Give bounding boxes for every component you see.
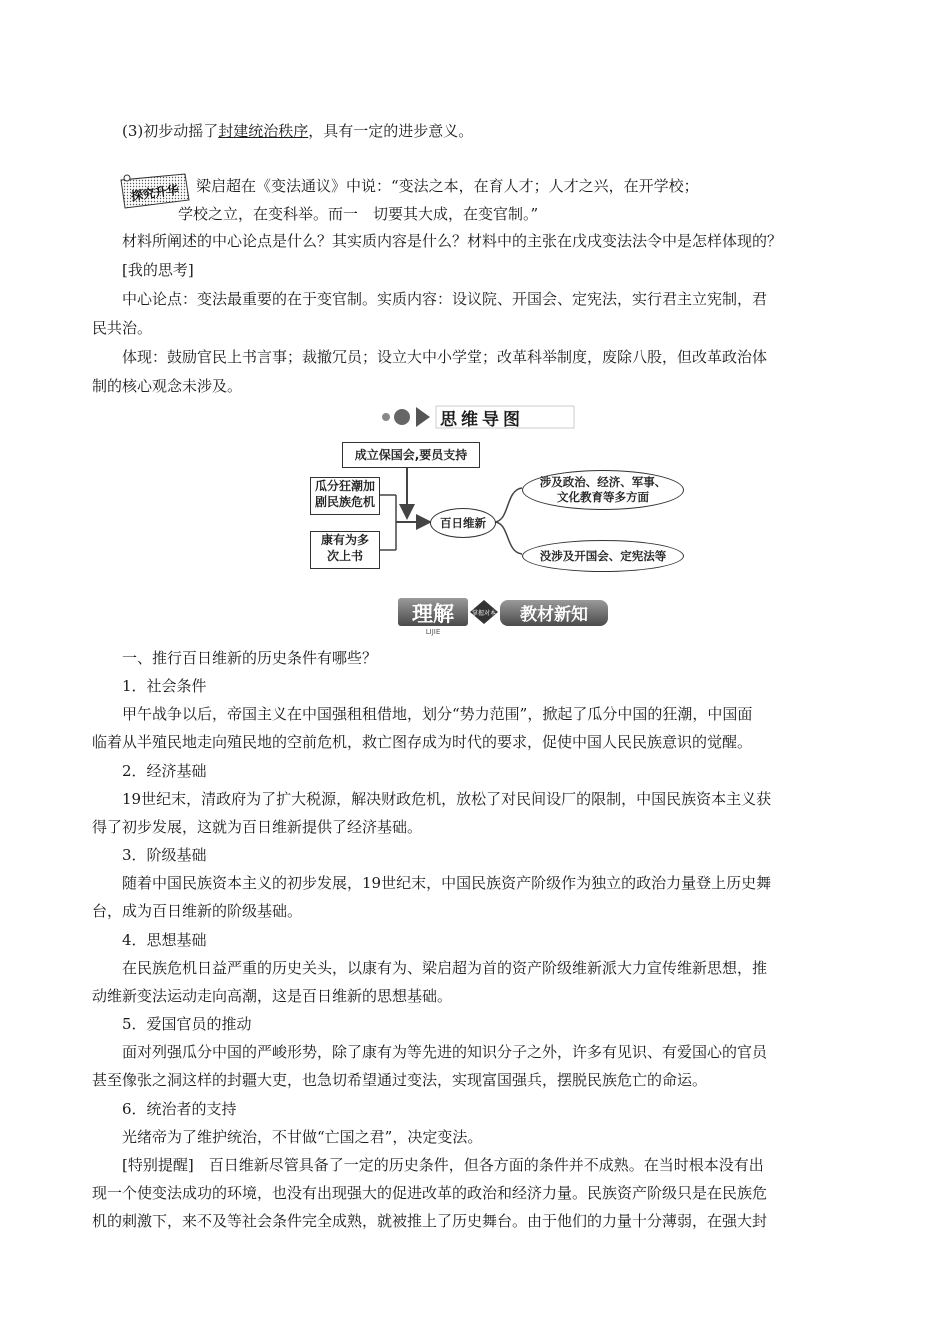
answer1-line2: 民共治。 bbox=[92, 319, 153, 337]
s2-line1: 19世纪末，清政府为了扩大税源，解决财政危机，放松了对民间设厂的限制，中国民族资本主义获 bbox=[122, 790, 772, 808]
s4-title: 4．思想基础 bbox=[122, 931, 207, 949]
tip-line3: 机的刺激下，来不及等社会条件完全成熟，就被推上了历史舞台。由于他们的力量十分薄弱，在强大封 bbox=[92, 1212, 768, 1230]
s3-line1: 随着中国民族资本主义的初步发展，19世纪末，中国民族资产阶级作为独立的政治力量登上历史舞 bbox=[122, 874, 772, 892]
mindmap-diagram bbox=[300, 440, 700, 575]
left-box2-line2: 次上书 bbox=[326, 549, 363, 563]
tanjiu-badge-label: 探究升华 bbox=[130, 182, 180, 204]
s3-line2: 台，成为百日维新的阶级基础。 bbox=[92, 902, 303, 920]
point3-suffix: ，具有一定的进步意义。 bbox=[308, 122, 474, 140]
right1-line2: 文化教育等多方面 bbox=[557, 490, 649, 504]
s1-title: 1．社会条件 bbox=[122, 677, 207, 695]
s4-line1: 在民族危机日益严重的历史关头，以康有为、梁启超为首的资产阶级维新派大力宣传维新思想，推 bbox=[122, 959, 768, 977]
tip-line1: [特别提醒] 百日维新尽管具备了一定的历史条件，但各方面的条件并不成熟。在当时根本没有出 bbox=[122, 1156, 764, 1174]
lijie-small: 掌握对本 bbox=[471, 610, 497, 617]
s2-title: 2．经济基础 bbox=[122, 762, 207, 780]
s1-line2: 临着从半殖民地走向殖民地的空前危机，救亡图存成为时代的要求，促使中国人民民族意识的觉醒。 bbox=[92, 733, 753, 751]
s1-line1: 甲午战争以后，帝国主义在中国强租租借地，划分“势力范围”，掀起了瓜分中国的狂潮，中国面 bbox=[122, 705, 753, 723]
s4-line2: 动维新变法运动走向高潮，这是百日维新的思想基础。 bbox=[92, 987, 453, 1005]
right1-line1: 涉及政治、经济、军事、 bbox=[539, 475, 667, 489]
lijie-pinyin: LIJIE bbox=[425, 628, 441, 636]
mindmap-right-node-2: 没涉及开国会、定宪法等 bbox=[522, 540, 684, 572]
tanjiu-quote-line2: 学校之立，在变科举。而一 切要其大成，在变官制。” bbox=[178, 205, 539, 223]
left-box2-line1: 康有为多 bbox=[320, 533, 369, 547]
mindmap-left-box-2 bbox=[310, 531, 380, 569]
mindmap-center-node: 百日维新 bbox=[430, 508, 496, 538]
mindmap-right-node-1 bbox=[522, 470, 684, 510]
s5-line2: 甚至像张之洞这样的封疆大吏，也急切希望通过变法，实现富国强兵，摆脱民族危亡的命运。 bbox=[92, 1071, 708, 1089]
left-box1-line1: 瓜分狂潮加 bbox=[314, 479, 375, 493]
tanjiu-question: 材料所阐述的中心论点是什么？其实质内容是什么？材料中的主张在戊戌变法法令中是怎样体现的？ bbox=[122, 232, 783, 250]
mindmap-title: 思维导图 bbox=[440, 410, 524, 430]
s6-line1: 光绪帝为了维护统治，不甘做“亡国之君”，决定变法。 bbox=[122, 1128, 483, 1146]
lijie-banner-icon bbox=[398, 596, 614, 636]
s3-title: 3．阶级基础 bbox=[122, 846, 207, 864]
tanjiu-quote-line1: 梁启超在《变法通议》中说：“变法之本，在育人才；人才之兴，在开学校； bbox=[196, 177, 699, 195]
left-box1-line2: 剧民族危机 bbox=[314, 495, 375, 509]
lijie-main: 理解 bbox=[412, 602, 454, 626]
mindmap-left-box-1 bbox=[310, 477, 380, 515]
lijie-right: 教材新知 bbox=[520, 605, 588, 625]
s6-title: 6．统治者的支持 bbox=[122, 1100, 237, 1118]
s5-line1: 面对列强瓜分中国的严峻形势，除了康有为等先进的知识分子之外，许多有见识、有爱国心的官员 bbox=[122, 1043, 768, 1061]
point3-underlined: 封建统治秩序 bbox=[218, 122, 309, 140]
answer1-line1: 中心论点：变法最重要的在于变官制。实质内容：设议院、开国会、定宪法，实行君主立宪制，君 bbox=[122, 290, 768, 308]
point3-prefix: (3)初步动摇了 bbox=[122, 122, 219, 140]
paragraph-point-3 bbox=[122, 121, 862, 141]
my-thinking-label: [我的思考] bbox=[122, 261, 194, 279]
s2-line2: 得了初步发展，这就为百日维新提供了经济基础。 bbox=[92, 818, 423, 836]
tip-line2: 现一个使变法成功的环境，也没有出现强大的促进改革的政治和经济力量。民族资产阶级只是在民族危 bbox=[92, 1184, 768, 1202]
section1-heading: 一、推行百日维新的历史条件有哪些？ bbox=[122, 649, 378, 667]
answer2-line2: 制的核心观念未涉及。 bbox=[92, 377, 243, 395]
answer2-line1: 体现：鼓励官民上书言事；裁撤冗员；设立大中小学堂；改革科举制度，废除八股，但改革政治体 bbox=[122, 348, 768, 366]
mindmap-top-box: 成立保国会,要员支持 bbox=[342, 442, 480, 468]
s5-title: 5．爱国官员的推动 bbox=[122, 1015, 252, 1033]
